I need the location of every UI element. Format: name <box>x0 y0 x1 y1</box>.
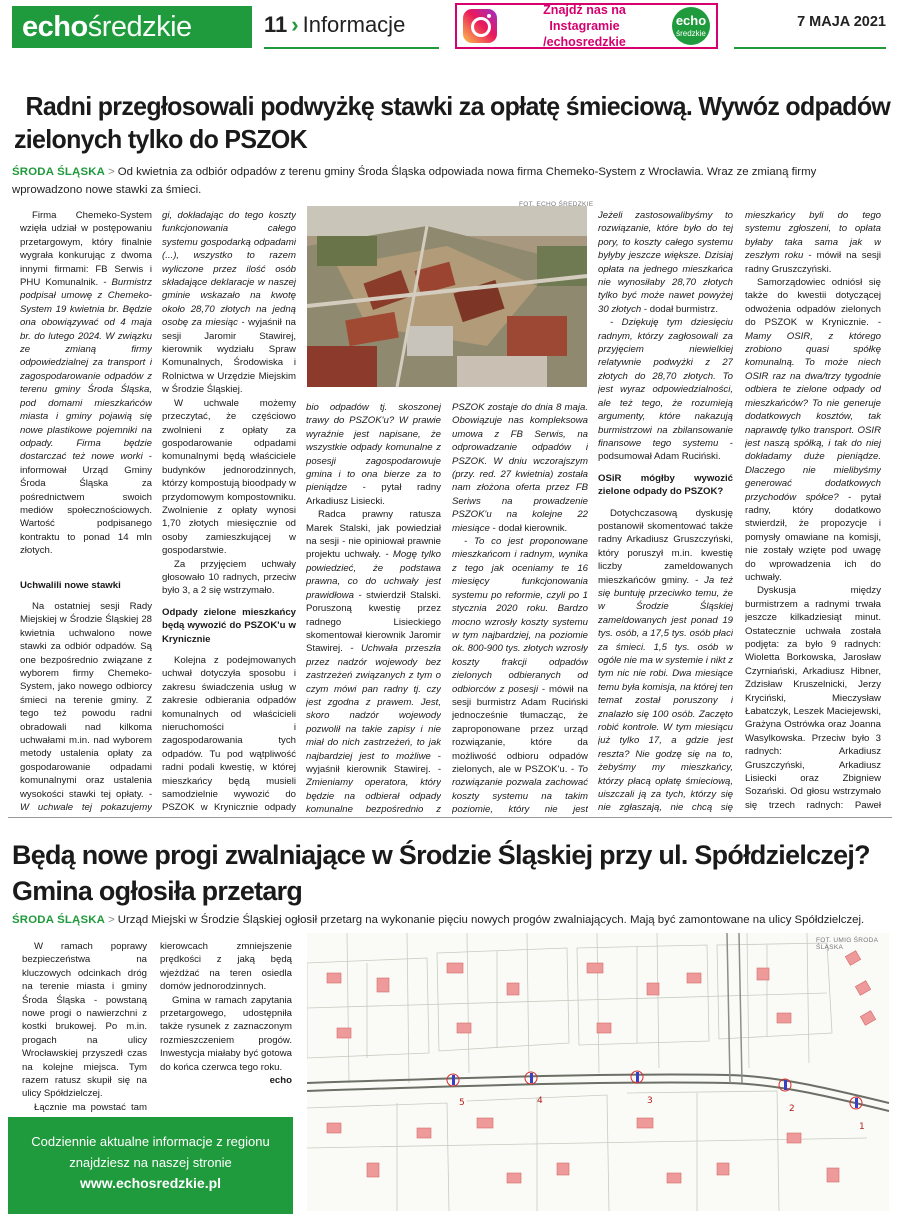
website-promo-box[interactable] <box>8 1117 293 1214</box>
article1-title-line1: Radni przegłosowali podwyżkę stawki za opłatę śmieciową. Wywóz odpadów <box>25 91 891 121</box>
marker-4: 4 <box>537 1096 543 1106</box>
article2-column-1 <box>22 940 147 1116</box>
article1-title-line2: zielonych tylko do PSZOK <box>14 124 307 154</box>
article2-title <box>12 837 888 909</box>
article1-subheading-2: Odpady zielone mieszkańcy będą wywozić do PSZOK'u w Krynicznie <box>162 606 296 645</box>
quote: - Zmieniamy operatora, który będzie na odbierał odpady komunalne bezpośrednio z <box>306 763 441 814</box>
article2-location: ŚRODA ŚLĄSKA <box>12 914 106 926</box>
quote: Jeżeli zastosowalibyśmy to rozwiązanie, które było do tej pory, to koszty całego systemu byłyby jeszcze większe. Dzisiaj opłata na jednego mieszkańca nie wynosiłaby 28,70 złotych tylko być może nawet powyżej 30 złotych <box>598 210 733 315</box>
article2-street-map <box>307 933 889 1211</box>
paragraph: Radca prawny ratusza Marek Stalski, jak powiedział na sesji - nie opiniował prawnie projektu uchwały. <box>306 509 441 561</box>
article1-column-2 <box>162 209 296 814</box>
marker-1: 1 <box>859 1122 865 1132</box>
article1-column-5 <box>598 209 733 814</box>
article1-column-1 <box>20 209 152 814</box>
quote: - W uchwale tej pokazujemy <box>20 788 152 814</box>
quote: - Ja też się buntuję przeciwko temu, że w Środzie Śląskiej zameldowanych jest ponad 19 tys. osób, a 17,5 tys. osób płaci za śmieci. 1,5 tys. osób w ogóle nie ma w systemie i nikt z tym nic nie robi. Dwa miesiące temu była komisja, na której ten temat został poruszony i znalazło się 100 osób. Zaczęto robić kontrole. W tym miesiącu już tylko 17, a gdzie jest reszta? Nie godzę się na to, żebyśmy my mieszkańcy, którzy płacą opłatę śmieciową, uiszczali ją za tych, którzy się nie zgłaszają, nie chcą się <box>598 574 733 814</box>
photo-credit: FOT. ECHO ŚREDZKIE <box>519 201 594 208</box>
promo-line2: znajdziesz na naszej stronie <box>69 1155 232 1170</box>
paragraph: - wyjaśnił kierownik Stawirej. <box>306 750 441 775</box>
marker-5: 5 <box>459 1098 465 1108</box>
header-rule <box>264 47 439 49</box>
map-credit: FOT. UMIG ŚRODA ŚLĄSKA <box>816 937 878 951</box>
paragraph: - pytał radny Arkadiusz Lisiecki. <box>306 482 441 507</box>
quote: bio odpadów tj. skoszonej trawy do PSZOK'u? W prawie wyraźnie jest napisane, że wszystkie odpady komunalne z posesji zagospodarowuje gmina i to ona bierze za to pieniądze <box>306 402 441 494</box>
paragraph: Firma Chemeko-System wzięła udział w postępowaniu przetargowym, który finalnie wygrała konkurując z dwoma innymi firmami: FB Serwis i PHU Komunalnik. <box>20 210 152 289</box>
quote: mieszkańcy byli do tego systemu zgłoszeni, to opłata byłaby taka sama jak w zeszłym roku <box>745 210 881 262</box>
instagram-line1: Znajdź nas na Instagramie <box>543 3 626 33</box>
paragraph: - informował Urząd Gminy Środa Śląska za pośrednictwem swoich mediów społecznościowych. Wartość podpisanego kontraktu to ponad 14 mln złotych. <box>20 451 152 557</box>
aerial-photo-illustration <box>307 206 587 387</box>
logo-echo: echo <box>22 10 88 43</box>
paragraph: Łącznie ma powstać tam <box>34 1101 147 1113</box>
promo-url-link[interactable]: www.echosredzkie.pl <box>79 1175 222 1191</box>
paragraph: kierowcach zmniejszenie prędkości z jaką będą wjeżdżać na teren osiedla domów jednorodzinnych. <box>160 941 292 993</box>
header-rule-right <box>734 47 886 49</box>
quote: gi, dokładając do tego koszty funkcjonowania całego systemu gospodarką odpadami (...), wszystko to razem wyliczone przez ilość osób składające deklaracje w naszej gminie wskazało na kwotę około 28,70 złotych na jedną osobę za miesiąc <box>162 210 296 329</box>
issue-date: 7 MAJA 2021 <box>797 14 886 30</box>
quote: - Burmistrz podpisał umowę z Chemeko-System 19 kwietnia br. Będzie ona obowiązywać od 4 maja br. do lutego 2024. W związku ze zmianą firmy odpowiedzialnej za transport i zagospodarowanie odpadów z terenu gminy Środa Śląska, pod domami mieszkańców miasta i gminy pojawią się nowe plastikowe pojemniki na odpady. Firma będzie dostarczać też nowe worki <box>20 277 152 463</box>
paragraph: Na ostatniej sesji Rady Miejskiej w Środzie Śląskiej 28 kwietnia uchwalono nowe stawki za odbiór odpadów. Są one bezpośrednio związane z wyborem firmy Chemeko-System, jako nowego odbiorcy śmieci na terenie gminy. Z tego też powodu radni obradowali nad kilkoma uchwałami m.in. nad wyborem metody ustalenia opłaty za gospodarowanie odpadami komunalnymi oraz ustalenia wysokości stawki tej opłaty. <box>20 600 152 800</box>
chevron-right-icon: › <box>291 12 299 37</box>
instagram-text <box>507 2 662 50</box>
article2-signature: echo <box>269 1075 292 1087</box>
quote: - Dziękuję tym dziesięciu radnym, którzy zagłosowali za przyjęciem niewielkiej relatywnie podwyżki z 27 złotych do 28,70 złotych. To jest wyraz odpowiedzialności, ale też tego, że rozumieją argumenty, które nakazują burmistrzowi na zbilansowanie finansowe tego systemu <box>598 317 733 449</box>
paragraph: Samorządowiec odniósł się także do kwestii dotyczącej odwożenia odpadów zielonych do PSZOK w Krynicznie. <box>745 277 881 329</box>
chevron-right-icon: > <box>108 914 115 926</box>
article-separator <box>8 817 892 818</box>
marker-3: 3 <box>647 1096 653 1106</box>
paragraph: W uchwale możemy przeczytać, że częściowo zwolnieni z opłaty za gospodarowanie odpadami komunalnymi będą właściciele budynków jednorodzinnych, którzy kompostują bioodpady w przydomowym kompostowniku. Zwolnienie z opłaty wynosi 1,70 złotych miesięcznie od osoby zamieszkującej w gospodarstwie. <box>162 397 296 557</box>
logo-srednie: średzkie <box>87 10 192 43</box>
instagram-handle[interactable]: /echosredzkie <box>543 35 626 49</box>
article2-lead-text: Urząd Miejski w Środzie Śląskiej ogłosił przetarg na wykonanie pięciu nowych progów zwalniających. Mają być zamontowane na ulicy Spółdzielczej. <box>117 914 865 926</box>
quote: - To co jest proponowane mieszkańcom i radnym, wynika z tego jak oceniamy te 16 miesięcy funkcjonowania systemu po reformie, czyli po 1 stycznia 2020 roku. Bardzo mocno wzrosły koszty systemu w tym najbardziej, na poziomie ok. 800-900 tys. złotych wzrosły koszty frakcji odpadów zielonych odbieranych od odbiorców z posesji <box>452 536 588 695</box>
paragraph: - wyjaśnił na sesji Jaromir Stawirej, kierownik wydziału Spraw Komunalnych, Środowiska i Rolnictwa w Urzędzie Miejskim w Środzie Śląskiej. <box>162 317 296 396</box>
instagram-icon <box>463 9 497 43</box>
paragraph: Dyskusja między burmistrzem a radnymi trwała jeszcze kilkadziesiąt minut. Ostatecznie uchwała została podjęta: za było 9 radnych: Wioletta Borkowska, Jarosław Czyrniański, Arkadiusz Hibner, Zdzisław Kruszelnicki, Jerzy Kryciński, Mieczysław Łabatczyk, Leszek Maciejewski, Grażyna Ostrówka oraz Joanna Wasylkowska. Przeciw było 3 radnych: Arkadiusz Gruszczyński, Arkadiusz Lisiecki oraz Zbigniew Sozański. Od głosu wstrzymało się trzech radnych: Paweł <box>745 585 881 811</box>
article2-lead <box>12 911 888 929</box>
chevron-right-icon: > <box>108 166 115 178</box>
article2-title-line1: Będą nowe progi zwalniające w Środzie Śląskiej przy ul. Spółdzielczej? <box>12 840 870 870</box>
badge-echo: echo <box>675 13 707 28</box>
paragraph: Gmina w ramach zapytania przetargowego, udostępniła także rysunek z zaznaczonym rozmieszczeniem progów. Inwestycja miałaby być gotowa do końca czerwca tego roku. <box>160 994 292 1073</box>
paragraph: - mówił na sesji radny Gruszczyński. <box>745 250 881 275</box>
speed-bump-plan <box>307 933 889 1211</box>
article1-column-6 <box>745 209 881 814</box>
page-section <box>264 12 405 38</box>
paragraph: W ramach poprawy bezpieczeństwa na kluczowych odcinkach dróg na terenie miasta i gminy Środa Śląska - powstaną nowe progi o nawierzchni z kostki brukowej. Po m.in. progach na ulicy Wrocławskiej przyszedł czas na kolejne miejsca. Tym razem ratusz skupił się na ulicy Spółdzielczej. <box>22 941 147 1100</box>
promo-line1: Codziennie aktualne informacje z regionu <box>31 1134 270 1149</box>
paragraph: - mówił na sesji burmistrz Adam Ruciński jednocześnie tłumacząc, że zaproponowane przez urząd rozwiązanie, które da możliwość odbioru odpadów zielonych, ale w PSZOK'u. <box>452 683 588 775</box>
quote: PSZOK zostaje do dnia 8 maja. Obowiązuje nas kompleksowa umowa z FB Serwis, na odprowadzanie odpadów i PSZOK. W dniu wczorajszym (przy. red. 27 kwietnia) została nam złożona oferta przez FB Seriws na prowadzenie PSZOK'u na kolejne 22 miesiące <box>452 402 588 534</box>
article2-column-2 <box>160 940 292 1116</box>
badge-rest: średzkie <box>676 29 706 38</box>
page-number: 11 <box>264 12 288 37</box>
paragraph: - podsumował Adam Ruciński. <box>598 437 733 463</box>
paragraph: - pytał radny, który dodatkowo stwierdził, że propozycje i pomysły omawiane na komisji, nie zostały wzięte pod uwagę do wprowadzenia ich do uchwały. <box>745 491 881 583</box>
article1-photo-aerial-town <box>307 206 587 387</box>
article1-column-3 <box>306 401 441 814</box>
article1-title <box>14 90 891 156</box>
masthead-logo[interactable] <box>12 6 252 48</box>
echo-badge-logo <box>672 7 710 45</box>
paragraph: - stwierdził Stalski. Poruszoną kwestię przez radnego Lisieckiego skomentował kierownik Jaromir Stawirej. <box>306 589 441 655</box>
quote: - Mogę tylko powiedzieć, że podstawa prawna, co do uchwały jest prawidłowa <box>306 549 441 601</box>
article1-subheading-1: Uchwalili nowe stawki <box>20 579 121 591</box>
paragraph: Dotychczasową dyskusję postanowił skomentować także radny Arkadiusz Gruszczyński, który poruszył m.in. kwestię liczby zameldowanych mieszkańców gminy. <box>598 507 733 586</box>
paragraph: Kolejna z podejmowanych uchwał dotyczyła sposobu i zakresu świadczenia usług w zakresie odbierania odpadów komunalnych od właścicieli nieruchomości i zagospodarowania tych odpadów. Tu pod wątpliwość radni podali kwestię, w której mieszkańcy będą musieli samodzielnie wywozić do PSZOK w Krynicznie odpady <box>162 655 296 814</box>
article1-column-4 <box>452 401 588 814</box>
section-name: Informacje <box>302 12 406 37</box>
paragraph: - dodał kierownik. <box>492 522 568 534</box>
article1-subheading-3: OSiR mógłby wywozić zielone odpady do PSZOK? <box>598 472 733 498</box>
quote: - Uchwała przeszła przez nadzór wojewody bez zastrzeżeń związanych z tym o czym mówi pan radny tj. czy jest zgodna z prawem. Jest, skoro nadzór wojewody pozwolił na takie zapisy i nie miał do nich zastrzeżeń, to jak najbardziej jest to możliwe <box>306 643 441 762</box>
paragraph: - dodał burmistrz. <box>643 303 718 315</box>
article1-lead <box>12 163 882 199</box>
quote: - To rozwiązanie pozwala zachować koszty systemu na takim poziomie, który nie jest <box>452 763 588 814</box>
paragraph: Za przyjęciem uchwały głosowało 10 radnych, przeciw było 3, a 2 się wstrzymało. <box>162 558 296 597</box>
article1-location: ŚRODA ŚLĄSKA <box>12 166 106 178</box>
article2-title-line2: Gmina ogłosiła przetarg <box>12 876 303 906</box>
quote: - Mamy OSIR, z którego zrobiono quasi spółkę komunalną. To może niech OSIR raz na dwa/trzy tygodnie odbiera te zielone odpady od mieszkańców? To nie generuje dodatkowych kosztów, tak naprawdę tylko transport. OSIR jest naszą spółką, i tak do niej dokładamy duże pieniądze. Dlaczego nie mielibyśmy generować dodatkowych przychodów spółce? <box>745 317 881 503</box>
marker-2: 2 <box>789 1104 795 1114</box>
instagram-banner[interactable] <box>455 3 718 49</box>
article1-lead-text: Od kwietnia za odbiór odpadów z terenu gminy Środa Śląska odpowiada nowa firma Chemeko-System z Wrocławia. Wraz ze zmianą firmy wprowadzono nowe stawki za śmieci. <box>12 166 817 196</box>
